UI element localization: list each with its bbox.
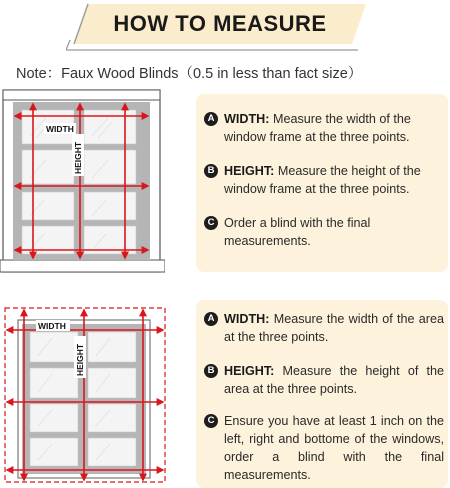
instruction-width — [204, 310, 444, 346]
instruction-body: Measure the width of the window frame at the three points. — [224, 112, 411, 144]
badge-c-icon: C — [204, 414, 218, 428]
outside-mount-diagram — [0, 304, 168, 484]
instruction-text — [224, 412, 444, 484]
instruction-height — [204, 162, 444, 198]
instruction-body: Measure the width of the area at the three points. — [224, 312, 444, 344]
badge-a-icon: A — [204, 112, 218, 126]
height-label: HEIGHT — [73, 141, 83, 174]
outside-mount-instructions — [196, 300, 448, 488]
instruction-heading: WIDTH: — [224, 312, 270, 326]
instruction-height — [204, 362, 444, 398]
width-label: WIDTH — [38, 321, 66, 331]
badge-c-icon: C — [204, 216, 218, 230]
instruction-text — [224, 110, 444, 146]
instruction-heading: WIDTH: — [224, 112, 270, 126]
instruction-order — [204, 412, 444, 484]
title-underline — [66, 38, 366, 52]
instruction-width — [204, 110, 444, 146]
instruction-text — [224, 214, 444, 250]
inside-mount-instructions — [196, 94, 448, 272]
window-sill — [0, 260, 165, 272]
badge-b-icon: B — [204, 164, 218, 178]
page-title: HOW TO MEASURE — [113, 11, 327, 36]
instruction-body: Measure the height of the window frame at the three points. — [224, 164, 421, 196]
badge-b-icon: B — [204, 364, 218, 378]
instruction-body: Measure the height of the area at the three points. — [224, 364, 444, 396]
instruction-body: Order a blind with the final measurements. — [224, 216, 371, 248]
width-label: WIDTH — [46, 124, 74, 134]
note-text: Note：Faux Wood Blinds（0.5 in less than fact size） — [16, 66, 363, 82]
instruction-order — [204, 214, 444, 250]
height-label: HEIGHT — [75, 343, 85, 376]
instruction-heading: HEIGHT: — [224, 364, 275, 378]
instruction-body: Ensure you have at least 1 inch on the left, right and bottome of the windows, order a blind with the final measurements. — [224, 414, 444, 482]
instruction-text — [224, 362, 444, 398]
inside-mount-diagram — [0, 88, 165, 274]
instruction-text — [224, 162, 444, 198]
instruction-heading: HEIGHT: — [224, 164, 275, 178]
badge-a-icon: A — [204, 312, 218, 326]
window-header — [3, 90, 160, 100]
instruction-text — [224, 310, 444, 346]
